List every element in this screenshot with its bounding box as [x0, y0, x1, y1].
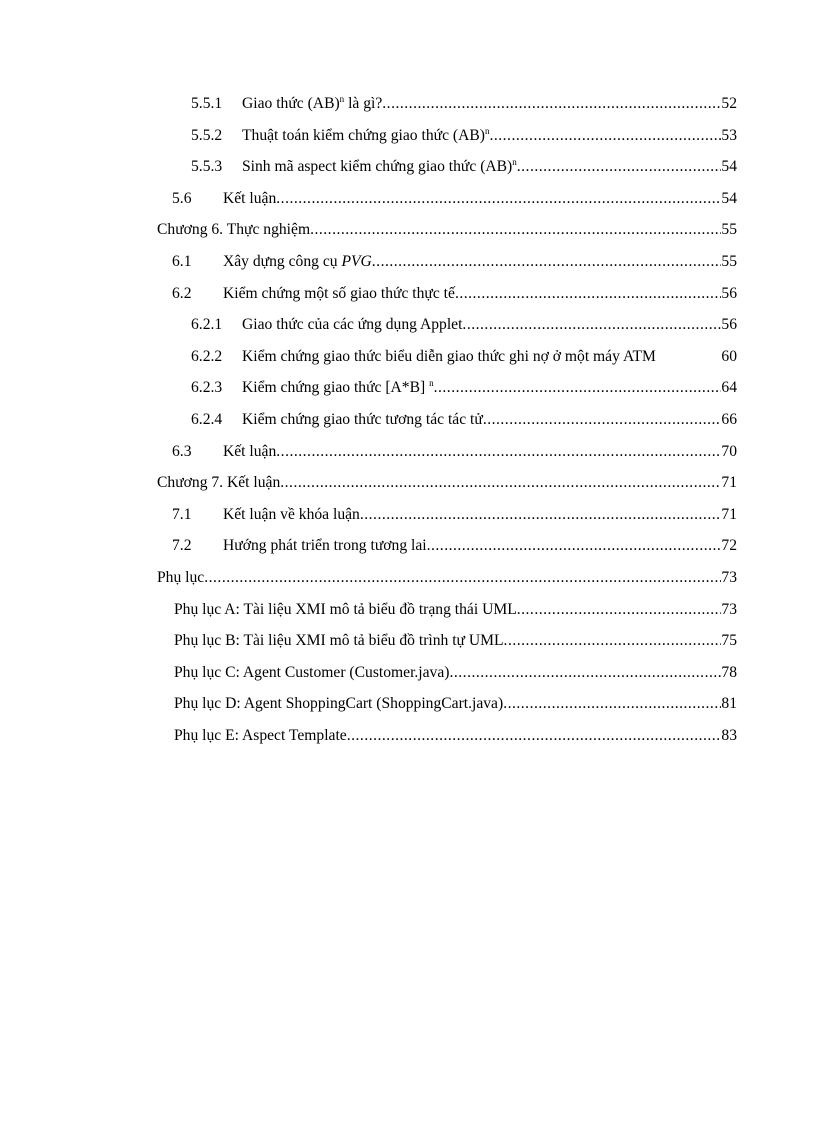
toc-entry[interactable] — [0, 436, 816, 468]
toc-title-text: Phụ lục — [157, 568, 205, 586]
toc-page-number: 78 — [721, 663, 737, 681]
dot-leader — [462, 309, 721, 341]
toc-row — [191, 151, 737, 183]
toc-entry[interactable] — [0, 88, 816, 120]
toc-title — [223, 183, 276, 215]
toc-page-number: 54 — [721, 158, 737, 176]
toc-title-text: Phụ lục E: Aspect Template — [174, 726, 347, 744]
toc-entry[interactable] — [0, 562, 816, 594]
toc-row — [157, 562, 737, 594]
toc-entry[interactable] — [0, 278, 816, 310]
toc-page-number: 71 — [721, 505, 737, 523]
toc-title — [242, 309, 462, 341]
toc-page-number: 56 — [721, 284, 737, 302]
toc-page-number: 53 — [721, 126, 737, 144]
toc-section-number: 5.5.3 — [191, 158, 223, 176]
dot-leader — [504, 625, 722, 657]
toc-entry[interactable] — [0, 183, 816, 215]
toc-title-text: Xây dựng công cụ — [223, 252, 342, 270]
toc-title-text: Kết luận — [223, 442, 277, 460]
toc-section-number: 7.2 — [172, 537, 192, 555]
dot-leader — [503, 688, 721, 720]
toc-row — [172, 278, 737, 310]
toc-page-number: 81 — [721, 695, 737, 713]
dot-leader — [372, 246, 722, 278]
toc-page-number: 54 — [721, 189, 737, 207]
toc-title-text: Phụ lục C: Agent Customer (Customer.java) — [174, 663, 450, 681]
toc-page-number: 73 — [721, 568, 737, 586]
toc-title-superscript: n — [339, 94, 345, 104]
toc-row — [157, 214, 737, 246]
toc-title — [174, 688, 503, 720]
toc-row — [174, 594, 737, 626]
toc-entry[interactable] — [0, 499, 816, 531]
toc-title — [174, 720, 347, 752]
toc-title-suffix: là gì? — [344, 95, 383, 112]
toc-title-text: Kiểm chứng giao thức tương tác tác tử — [242, 410, 483, 428]
toc-section-number: 6.2 — [172, 284, 192, 302]
toc-row — [172, 499, 737, 531]
toc-row — [174, 657, 737, 689]
toc-page-number: 55 — [721, 221, 737, 239]
toc-page-number: 71 — [721, 474, 737, 492]
toc-entry[interactable] — [0, 657, 816, 689]
toc-row — [174, 720, 737, 752]
toc-title — [223, 499, 360, 531]
toc-page-number: 75 — [721, 632, 737, 650]
toc-entry[interactable] — [0, 404, 816, 436]
toc-page-number: 64 — [721, 379, 737, 397]
toc-entry[interactable] — [0, 309, 816, 341]
dot-leader — [517, 151, 722, 183]
toc-title — [242, 341, 656, 373]
toc-entry[interactable] — [0, 720, 816, 752]
toc-title — [174, 594, 517, 626]
toc-section-number: 7.1 — [172, 505, 192, 523]
dot-leader — [517, 594, 722, 626]
toc-title — [242, 151, 517, 183]
toc-title-text: Kiểm chứng giao thức biểu diễn giao thức ghi nợ ở một máy ATM — [242, 347, 656, 365]
toc-title — [157, 214, 310, 246]
toc-title — [157, 467, 280, 499]
toc-title — [157, 562, 204, 594]
toc-title-superscript: n — [429, 378, 434, 389]
toc-title — [174, 657, 449, 689]
toc-row — [174, 688, 737, 720]
toc-title-text: Chương 6. Thực nghiệm — [157, 221, 311, 239]
toc-title — [174, 625, 504, 657]
dot-leader — [204, 562, 721, 594]
toc-row — [191, 372, 737, 404]
toc-section-number: 6.3 — [172, 442, 192, 460]
toc-entry[interactable] — [0, 688, 816, 720]
dot-leader — [276, 183, 721, 215]
toc-title-superscript: n — [512, 157, 517, 168]
toc-page-number: 73 — [721, 600, 737, 618]
toc-title-text: Sinh mã aspect kiểm chứng giao thức (AB) — [242, 158, 513, 176]
toc-row — [157, 467, 737, 499]
toc-title — [223, 278, 455, 310]
toc-row — [191, 309, 737, 341]
toc-row — [191, 404, 737, 436]
table-of-contents — [0, 88, 816, 751]
toc-title-text: Phụ lục A: Tài liệu XMI mô tả biểu đồ trạng thái UML — [174, 600, 517, 618]
toc-title-text: Kiểm chứng giao thức [A*B] — [242, 379, 430, 397]
toc-section-number: 6.2.1 — [191, 316, 223, 334]
toc-section-number: 6.2.2 — [191, 347, 223, 365]
dot-leader — [280, 467, 721, 499]
toc-title-text: Phụ lục D: Agent ShoppingCart (ShoppingCart.java) — [174, 695, 504, 713]
toc-title — [223, 246, 372, 278]
toc-entry[interactable] — [0, 594, 816, 626]
toc-row — [191, 341, 737, 373]
dot-leader — [347, 720, 722, 752]
toc-entry[interactable] — [0, 341, 816, 373]
toc-entry[interactable] — [0, 246, 816, 278]
toc-section-number: 6.2.4 — [191, 410, 223, 428]
toc-title-text: Phụ lục B: Tài liệu XMI mô tả biểu đồ trình tự UML — [174, 632, 504, 650]
toc-title-text: Kết luận về khóa luận — [223, 505, 360, 523]
toc-entry[interactable] — [0, 467, 816, 499]
dot-leader — [489, 120, 721, 152]
toc-entry[interactable] — [0, 372, 816, 404]
toc-entry[interactable] — [0, 214, 816, 246]
toc-page-number: 60 — [721, 347, 737, 365]
toc-title-text: Hướng phát triển trong tương lai — [223, 537, 427, 555]
toc-section-number: 5.5.2 — [191, 126, 223, 144]
dot-leader — [360, 499, 722, 531]
toc-page-number: 83 — [721, 726, 737, 744]
toc-page-number: 66 — [721, 410, 737, 428]
dot-leader — [449, 657, 721, 689]
dot-leader — [276, 436, 721, 468]
toc-entry[interactable] — [0, 625, 816, 657]
dot-leader — [434, 372, 722, 404]
toc-entry[interactable] — [0, 530, 816, 562]
toc-row — [172, 530, 737, 562]
dot-leader — [483, 404, 722, 436]
dot-leader — [310, 214, 721, 246]
toc-row — [172, 436, 737, 468]
toc-title — [242, 404, 483, 436]
dot-leader — [455, 278, 721, 310]
toc-entry[interactable] — [0, 151, 816, 183]
dot-leader — [427, 530, 722, 562]
toc-page-number: 72 — [721, 537, 737, 555]
toc-row — [172, 183, 737, 215]
toc-title — [223, 436, 276, 468]
toc-row — [191, 120, 737, 152]
toc-title-emphasis: PVG — [341, 252, 372, 270]
toc-section-number: 5.6 — [172, 189, 192, 207]
toc-row — [172, 246, 737, 278]
toc-entry[interactable] — [0, 120, 816, 152]
toc-title-text: Chương 7. Kết luận — [157, 474, 281, 492]
toc-title-superscript: n — [484, 125, 490, 136]
toc-title-text: Kiểm chứng một số giao thức thực tế — [223, 284, 455, 302]
toc-section-number: 6.1 — [172, 252, 192, 270]
toc-title-text: Giao thức của các ứng dụng Applet — [242, 316, 463, 334]
toc-title-text: Giao thức (AB) — [242, 95, 340, 112]
toc-page-number: 70 — [721, 442, 737, 460]
toc-title-text: Kết luận — [223, 189, 277, 207]
toc-title — [242, 372, 434, 404]
dot-leader — [382, 88, 721, 120]
toc-page-number: 56 — [721, 316, 737, 334]
toc-page-number: 52 — [721, 95, 737, 112]
toc-title — [242, 120, 489, 152]
toc-row — [174, 625, 737, 657]
toc-row — [191, 88, 737, 120]
toc-title-text: Thuật toán kiểm chứng giao thức (AB) — [242, 126, 485, 144]
toc-section-number: 6.2.3 — [191, 379, 223, 397]
toc-title — [223, 530, 427, 562]
toc-title — [242, 88, 382, 120]
toc-page-number: 55 — [721, 252, 737, 270]
toc-section-number: 5.5.1 — [191, 95, 223, 112]
